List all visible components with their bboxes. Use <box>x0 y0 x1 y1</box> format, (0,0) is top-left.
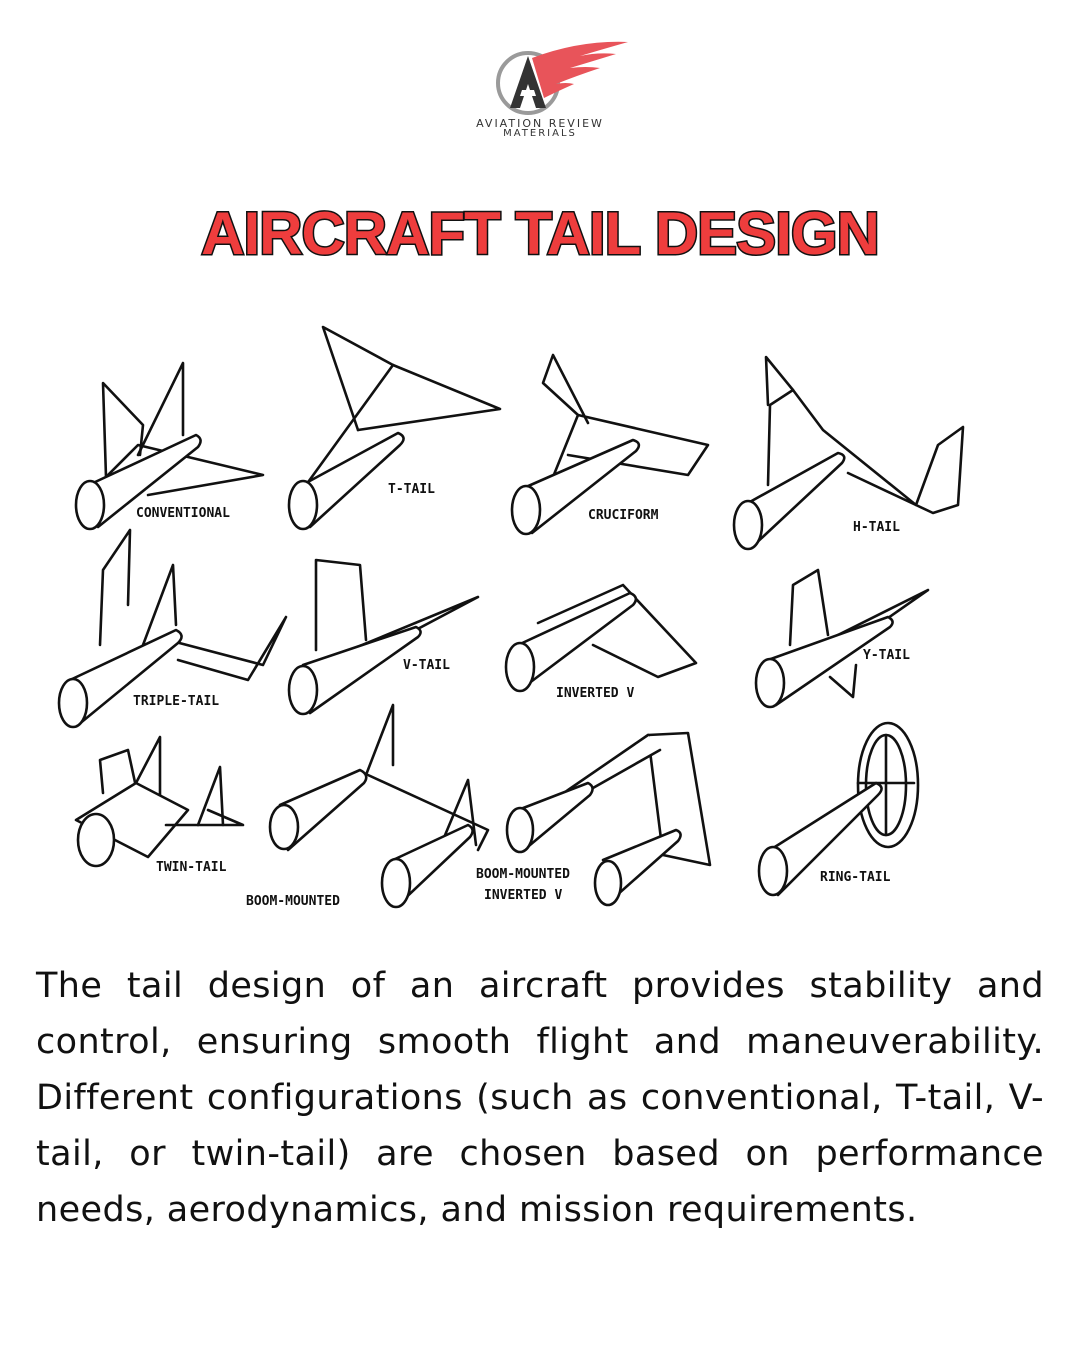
label-y-tail: Y-TAIL <box>863 648 910 663</box>
label-t-tail: T-TAIL <box>388 482 435 497</box>
h-tail-drawing <box>734 357 963 549</box>
label-boom-mounted-inverted-v-line1: BOOM-MOUNTED <box>476 867 570 882</box>
triple-tail-drawing <box>59 530 286 727</box>
v-tail-drawing <box>289 560 478 714</box>
label-v-tail: V-TAIL <box>403 658 450 673</box>
label-twin-tail: TWIN-TAIL <box>156 860 227 875</box>
label-conventional: CONVENTIONAL <box>136 506 230 521</box>
boom-mounted-inverted-v-drawing <box>476 733 710 905</box>
label-triple-tail: TRIPLE-TAIL <box>133 694 220 709</box>
cruciform-tail-drawing <box>512 355 708 534</box>
logo-text-line2: MATERIALS <box>503 128 577 139</box>
label-cruciform: CRUCIFORM <box>588 508 659 523</box>
y-tail-drawing <box>756 570 928 707</box>
ring-tail-drawing <box>759 723 918 895</box>
label-h-tail: H-TAIL <box>853 520 900 535</box>
page-title: AIRCRAFT TAIL DESIGN <box>201 200 879 267</box>
t-tail-drawing <box>289 327 500 529</box>
label-inverted-v: INVERTED V <box>556 686 635 701</box>
tail-designs-diagram <box>48 305 1032 935</box>
description-paragraph: The tail design of an aircraft provides stability and control, ensuring smooth flight and maneuverability. Different configurations (such as conventional, T-tail, V-tail, or twin-tail) are chosen based on performance needs, aerodynamics, and mission requirements. <box>36 966 1044 1230</box>
label-boom-mounted-inverted-v-line2: INVERTED V <box>484 888 563 903</box>
label-boom-mounted: BOOM-MOUNTED <box>246 894 340 909</box>
twin-tail-drawing <box>76 737 243 875</box>
logo-text-line1: AVIATION REVIEW <box>476 117 604 130</box>
label-ring-tail: RING-TAIL <box>820 870 891 885</box>
conventional-tail-drawing <box>76 363 263 529</box>
boom-mounted-tail-drawing <box>246 705 488 909</box>
inverted-v-tail-drawing <box>506 585 696 701</box>
